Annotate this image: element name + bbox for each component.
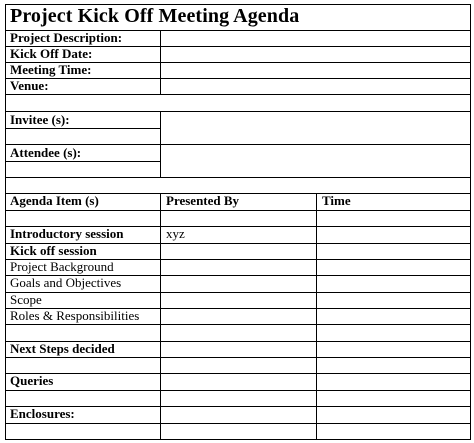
attendees-label: Attendee (s): <box>10 145 82 160</box>
agenda-item: Goals and Objectives <box>10 275 122 290</box>
agenda-item-header: Agenda Item (s) <box>10 193 99 208</box>
invitees-label: Invitee (s): <box>10 112 70 127</box>
presented-by-header: Presented By <box>166 193 240 208</box>
project-description-label: Project Description: <box>10 30 123 45</box>
presenter-name: xyz <box>166 226 185 241</box>
agenda-item: Roles & Responsibilities <box>10 308 140 323</box>
meeting-time-label: Meeting Time: <box>10 62 92 77</box>
row-divider <box>5 324 471 325</box>
column-divider <box>160 30 161 94</box>
agenda-item: Introductory session <box>10 226 124 241</box>
column-divider <box>160 193 161 440</box>
venue-label: Venue: <box>10 78 49 93</box>
row-divider <box>5 406 471 407</box>
row-divider <box>5 423 471 424</box>
kick-off-date-label: Kick Off Date: <box>10 46 93 61</box>
document-title: Project Kick Off Meeting Agenda <box>10 5 300 27</box>
row-divider <box>5 128 160 129</box>
column-divider <box>316 193 317 440</box>
time-header: Time <box>322 193 351 208</box>
row-divider <box>5 78 471 79</box>
agenda-item: Project Background <box>10 259 114 274</box>
agenda-item: Scope <box>10 292 42 307</box>
column-divider <box>160 111 161 177</box>
queries-label: Queries <box>10 373 54 388</box>
agenda-item: Kick off session <box>10 243 97 258</box>
next-steps-label: Next Steps decided <box>10 341 115 356</box>
row-divider <box>5 357 471 358</box>
row-divider <box>5 161 160 162</box>
row-divider <box>5 373 471 374</box>
row-divider <box>5 390 471 391</box>
row-divider <box>5 111 471 112</box>
enclosures-label: Enclosures: <box>10 406 75 421</box>
row-divider <box>5 210 471 211</box>
row-divider <box>5 292 471 293</box>
row-divider <box>5 177 471 178</box>
row-divider <box>5 94 471 95</box>
